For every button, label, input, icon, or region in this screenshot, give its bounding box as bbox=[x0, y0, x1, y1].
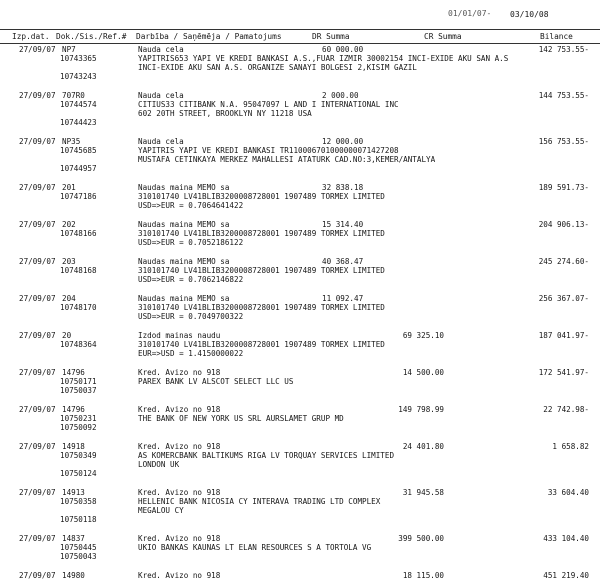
entry-reference: 10743243 bbox=[60, 72, 97, 81]
entry-date: 27/09/07 bbox=[19, 137, 56, 146]
entry-date: 27/09/07 bbox=[19, 183, 56, 192]
entry-date: 27/09/07 bbox=[19, 488, 56, 497]
entry-dr-amount: 12 000.00 bbox=[322, 137, 364, 146]
entry-balance: 433 104.40 bbox=[543, 534, 589, 543]
entry-description-line: 310101740 LV41BLIB3200008728001 1907489 TORMEX LIMITED bbox=[138, 303, 385, 312]
entry-reference: 10750349 bbox=[60, 451, 97, 460]
entry-reference: 10748166 bbox=[60, 229, 97, 238]
entry-doc-number: 14796 bbox=[62, 405, 85, 414]
entry-reference: 10747186 bbox=[60, 192, 97, 201]
entry-doc-number: NP35 bbox=[62, 137, 81, 146]
col-date-header: Izp.dat. bbox=[12, 32, 50, 41]
entry-reference: 10750037 bbox=[60, 386, 97, 395]
entry-description-line: USD=>EUR = 0.7052186122 bbox=[138, 238, 244, 247]
entry-reference: 10750445 bbox=[60, 543, 97, 552]
col-ref-header: Dok./Sis./Ref.# bbox=[56, 32, 127, 41]
report-period-fragment: 01/01/07- bbox=[448, 9, 492, 18]
entry-doc-number: 14796 bbox=[62, 368, 85, 377]
entry-description-line: 310101740 LV41BLIB3200008728001 1907489 TORMEX LIMITED bbox=[138, 229, 385, 238]
entry-description-line: INCI-EXIDE AKU SAN A.S. ORGANIZE SANAYI BOLGESI 2,KISIM GAZIL bbox=[138, 63, 417, 72]
entry-description-line: Naudas maina MEMO sa bbox=[138, 257, 230, 266]
entry-doc-number: 201 bbox=[62, 183, 76, 192]
entry-date: 27/09/07 bbox=[19, 220, 56, 229]
column-header bbox=[0, 30, 600, 44]
col-dr-header: DR Summa bbox=[312, 32, 350, 41]
entry-date: 27/09/07 bbox=[19, 257, 56, 266]
col-cr-header: CR Summa bbox=[424, 32, 462, 41]
entry-description-line: Kred. Avizo no 918 bbox=[138, 405, 221, 414]
entry-dr-amount: 32 838.18 bbox=[322, 183, 364, 192]
entry-description-line: Kred. Avizo no 918 bbox=[138, 442, 221, 451]
entry-reference: 10748168 bbox=[60, 266, 97, 275]
entry-description-line: Naudas maina MEMO sa bbox=[138, 220, 230, 229]
entry-reference: 10748170 bbox=[60, 303, 97, 312]
entry-date: 27/09/07 bbox=[19, 534, 56, 543]
entry-balance: 245 274.60- bbox=[538, 257, 589, 266]
entry-description-line: CITIUS33 CITIBANK N.A. 95047097 L AND I INTERNATIONAL INC bbox=[138, 100, 399, 109]
entry-description-line: UKIO BANKAS KAUNAS LT ELAN RESOURCES S A TORTOLA VG bbox=[138, 543, 372, 552]
entry-date: 27/09/07 bbox=[19, 45, 56, 54]
entry-description-line: PAREX BANK LV ALSCOT SELECT LLC US bbox=[138, 377, 294, 386]
entry-description-line: Naudas maina MEMO sa bbox=[138, 183, 230, 192]
entry-dr-amount: 60 000.00 bbox=[322, 45, 364, 54]
entry-balance: 33 604.40 bbox=[547, 488, 589, 497]
entry-description-line: 310101740 LV41BLIB3200008728001 1907489 TORMEX LIMITED bbox=[138, 266, 385, 275]
entry-doc-number: 14837 bbox=[62, 534, 85, 543]
entry-description-line: Nauda cela bbox=[138, 45, 184, 54]
entry-description-line: EUR=>USD = 1.4150000022 bbox=[138, 349, 244, 358]
entry-reference: 10750358 bbox=[60, 497, 97, 506]
entry-doc-number: 14918 bbox=[62, 442, 85, 451]
entry-description-line: MEGALOU CY bbox=[138, 506, 184, 515]
entry-date: 27/09/07 bbox=[19, 91, 56, 100]
entry-description-line: Nauda cela bbox=[138, 91, 184, 100]
entry-reference: 10750231 bbox=[60, 414, 97, 423]
entry-description-line: 310101740 LV41BLIB3200008728001 1907489 TORMEX LIMITED bbox=[138, 340, 385, 349]
entry-date: 27/09/07 bbox=[19, 405, 56, 414]
entry-description-line: Izdod mainas naudu bbox=[138, 331, 221, 340]
entry-description-line: USD=>EUR = 0.7064641422 bbox=[138, 201, 244, 210]
entry-balance: 187 041.97- bbox=[538, 331, 589, 340]
entry-reference: 10750124 bbox=[60, 469, 97, 478]
entry-balance: 144 753.55- bbox=[538, 91, 589, 100]
entry-reference: 10750118 bbox=[60, 515, 97, 524]
entry-cr-amount: 24 401.80 bbox=[402, 442, 444, 451]
entry-balance: 22 742.98- bbox=[543, 405, 589, 414]
entry-description-line: Kred. Avizo no 918 bbox=[138, 571, 221, 580]
entry-description-line: Kred. Avizo no 918 bbox=[138, 368, 221, 377]
entry-balance: 142 753.55- bbox=[538, 45, 589, 54]
entry-description-line: USD=>EUR = 0.7049700322 bbox=[138, 312, 244, 321]
entry-doc-number: 14980 bbox=[62, 571, 85, 580]
entry-reference: 10744423 bbox=[60, 118, 97, 127]
entry-doc-number: 707R0 bbox=[62, 91, 85, 100]
entry-date: 27/09/07 bbox=[19, 368, 56, 377]
entry-doc-number: 202 bbox=[62, 220, 76, 229]
entry-reference: 10750171 bbox=[60, 377, 97, 386]
entry-description-line: YAPITRIS YAPI VE KREDI BANKASI TR110006701000000071427208 bbox=[138, 146, 399, 155]
entry-balance: 172 541.97- bbox=[538, 368, 589, 377]
col-balance-header: Bilance bbox=[540, 32, 573, 41]
entry-balance: 256 367.07- bbox=[538, 294, 589, 303]
entry-reference: 10743365 bbox=[60, 54, 97, 63]
entry-description-line: USD=>EUR = 0.7062146822 bbox=[138, 275, 244, 284]
entry-balance: 189 591.73- bbox=[538, 183, 589, 192]
entry-description-line: Nauda cela bbox=[138, 137, 184, 146]
entry-reference: 10748364 bbox=[60, 340, 97, 349]
entry-description-line: 602 20TH STREET, BROOKLYN NY 11218 USA bbox=[138, 109, 312, 118]
entry-dr-amount: 2 000.00 bbox=[322, 91, 359, 100]
entry-reference: 10750043 bbox=[60, 552, 97, 561]
entry-cr-amount: 69 325.10 bbox=[402, 331, 444, 340]
entry-date: 27/09/07 bbox=[19, 571, 56, 580]
entry-dr-amount: 11 092.47 bbox=[322, 294, 364, 303]
entry-description-line: AS KOMERCBANK BALTIKUMS RIGA LV TORQUAY SERVICES LIMITED bbox=[138, 451, 395, 460]
col-desc-header: Darbība / Saņēmēja / Pamatojums bbox=[136, 32, 282, 41]
entry-doc-number: 14913 bbox=[62, 488, 85, 497]
entry-reference: 10750092 bbox=[60, 423, 97, 432]
entry-doc-number: 204 bbox=[62, 294, 76, 303]
entry-dr-amount: 15 314.40 bbox=[322, 220, 364, 229]
entry-cr-amount: 14 500.00 bbox=[402, 368, 444, 377]
entry-doc-number: 20 bbox=[62, 331, 72, 340]
entry-description-line: Kred. Avizo no 918 bbox=[138, 534, 221, 543]
entry-description-line: Kred. Avizo no 918 bbox=[138, 488, 221, 497]
entry-cr-amount: 399 500.00 bbox=[398, 534, 444, 543]
entry-date: 27/09/07 bbox=[19, 294, 56, 303]
entry-doc-number: NP7 bbox=[62, 45, 76, 54]
entry-balance: 156 753.55- bbox=[538, 137, 589, 146]
entry-description-line: MUSTAFA CETINKAYA MERKEZ MAHALLESI ATATURK CAD.NO:3,KEMER/ANTALYA bbox=[138, 155, 436, 164]
entry-description-line: THE BANK OF NEW YORK US SRL AURSLAMET GRUP MD bbox=[138, 414, 344, 423]
entry-balance: 451 219.40 bbox=[543, 571, 589, 580]
entry-reference: 10745685 bbox=[60, 146, 97, 155]
entry-description-line: HELLENIC BANK NICOSIA CY INTERAVA TRADING LTD COMPLEX bbox=[138, 497, 381, 506]
entry-description-line: LONDON UK bbox=[138, 460, 180, 469]
entry-description-line: 310101740 LV41BLIB3200008728001 1907489 TORMEX LIMITED bbox=[138, 192, 385, 201]
entry-description-line: Naudas maina MEMO sa bbox=[138, 294, 230, 303]
entry-date: 27/09/07 bbox=[19, 331, 56, 340]
entry-cr-amount: 149 798.99 bbox=[398, 405, 444, 414]
entry-cr-amount: 18 115.00 bbox=[402, 571, 444, 580]
entry-reference: 10744957 bbox=[60, 164, 97, 173]
entry-description-line: YAPITRIS653 YAPI VE KREDI BANKASI A.S.,FUAR IZMIR 30002154 INCI-EXIDE AKU SAN A.S bbox=[138, 54, 509, 63]
entry-cr-amount: 31 945.58 bbox=[402, 488, 444, 497]
entry-reference: 10744574 bbox=[60, 100, 97, 109]
header-bottom-rule bbox=[0, 43, 600, 44]
entry-dr-amount: 40 368.47 bbox=[322, 257, 364, 266]
entry-balance: 204 906.13- bbox=[538, 220, 589, 229]
report-date: 03/10/08 bbox=[510, 10, 549, 19]
entry-doc-number: 203 bbox=[62, 257, 76, 266]
entry-balance: 1 658.82 bbox=[552, 442, 589, 451]
entry-date: 27/09/07 bbox=[19, 442, 56, 451]
